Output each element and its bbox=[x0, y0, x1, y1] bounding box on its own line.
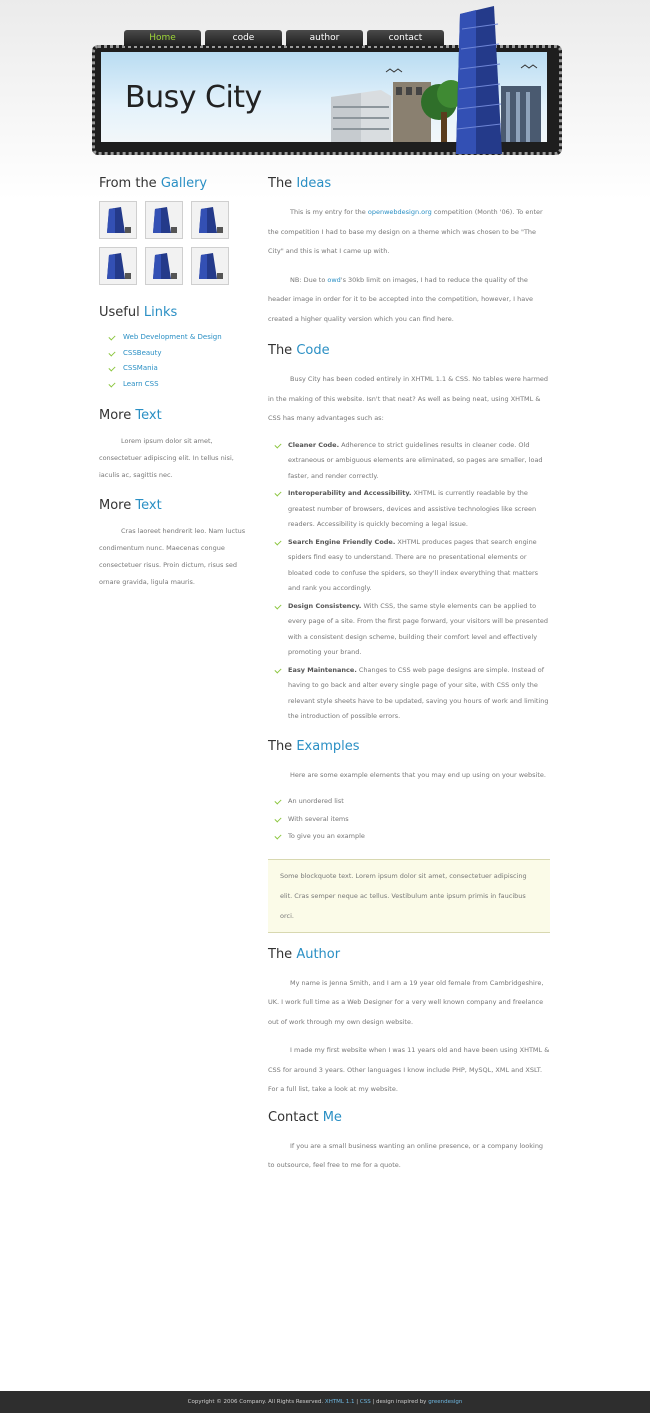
advantage-item: Interoperability and Accessibility. XHTML is currently readable by the greatest number of browsers, devices and assistive technologies like screen readers. Accessibility is quickly becoming a legal issue. bbox=[268, 486, 550, 533]
nav-author[interactable]: author bbox=[286, 30, 363, 46]
links-list bbox=[105, 330, 249, 392]
contact-heading: Contact Me bbox=[268, 1109, 342, 1125]
advantage-item: Search Engine Friendly Code. XHTML produces pages that search engine spiders find easy to understand. There are no presentational elements or bloated code to confuse the spiders, so they'll index everything that matters and rank you accordingly. bbox=[268, 535, 550, 597]
gallery-grid bbox=[99, 201, 249, 285]
footer-separator: | bbox=[354, 1399, 360, 1405]
more-text-heading-1: More Text bbox=[99, 408, 162, 423]
example-item: An unordered list bbox=[268, 794, 550, 810]
gallery-thumb[interactable] bbox=[99, 201, 137, 239]
link-item[interactable]: Web Development & Design bbox=[105, 330, 249, 346]
examples-list bbox=[268, 794, 550, 845]
main-nav bbox=[124, 30, 444, 46]
footer-copyright: Copyright © 2006 Company. All Rights Reserved. bbox=[187, 1399, 325, 1405]
more-text-body-1: Lorem ipsum dolor sit amet, consectetuer adipiscing elit. In tellus nisi, iaculis ac, sagittis nec. bbox=[99, 437, 234, 479]
idea-paragraph-2: NB: Due to owd's 30kb limit on images, I had to reduce the quality of the header image in order for it to be accepted into the competition, however, I have created a higher quality version which you can find here. bbox=[268, 275, 534, 323]
main-content bbox=[268, 176, 550, 1185]
example-item: With several items bbox=[268, 812, 550, 828]
links-heading: Useful Links bbox=[99, 305, 178, 320]
gallery-thumb[interactable] bbox=[145, 247, 183, 285]
contact-paragraph: If you are a small business wanting an online presence, or a company looking to outsource, feel free to me for a quote. bbox=[268, 1141, 544, 1169]
author-paragraph-2: I made my first website when I was 11 years old and have been using XHTML & CSS for around 3 years. Other languages I know include PHP, MySQL, XML and XSLT. For a full list, take a look at my website. bbox=[268, 1046, 550, 1093]
link-item[interactable]: CSSBeauty bbox=[105, 346, 249, 362]
advantage-item: Easy Maintenance. Changes to CSS web page designs are simple. Instead of having to go back and alter every single page of your site, with CSS only the relevant style sheets have to be updated, saving you hours of work and limiting the introduction of possible errors. bbox=[268, 663, 550, 725]
advantage-item: Cleaner Code. Adherence to strict guidelines results in cleaner code. Old extraneous or ambiguous elements are eliminated, so pages are smaller, load faster, and render correctly. bbox=[268, 438, 550, 485]
gallery-thumb[interactable] bbox=[191, 201, 229, 239]
nav-home[interactable]: Home bbox=[124, 30, 201, 46]
more-text-body-2: Cras laoreet hendrerit leo. Nam luctus condimentum nunc. Maecenas congue consectetuer risus. Proin dictum, risus sed ornare gravida, ligula mauris. bbox=[99, 527, 246, 586]
advantage-item: Design Consistency. With CSS, the same style elements can be applied to every page of a site. From the first page forward, your visitors will be presented with a consistent design scheme, building their comfort level and effectively promoting your brand. bbox=[268, 599, 550, 661]
footer-credit: | design inspired by bbox=[370, 1399, 429, 1405]
tower-illustration bbox=[452, 4, 512, 154]
footer-xhtml-link[interactable]: XHTML 1.1 bbox=[324, 1399, 355, 1405]
owd-link[interactable]: openwebdesign.org bbox=[367, 208, 432, 216]
footer bbox=[0, 1391, 650, 1413]
sidebar bbox=[99, 176, 249, 605]
gallery-thumb[interactable] bbox=[145, 201, 183, 239]
link-item[interactable]: CSSMania bbox=[105, 361, 249, 377]
examples-heading: The Examples bbox=[268, 738, 360, 754]
idea-paragraph-1: This is my entry for the openwebdesign.org competition (Month '06). To enter the competition I had to base my design on a theme which was chosen to be "The City" and this is what I came up with. bbox=[268, 208, 543, 255]
advantages-list bbox=[268, 438, 550, 725]
examples-paragraph: Here are some example elements that you may end up using on your website. bbox=[290, 770, 546, 779]
owd-short-link[interactable]: owd bbox=[327, 275, 341, 284]
gallery-heading: From the Gallery bbox=[99, 176, 208, 191]
nav-code[interactable]: code bbox=[205, 30, 282, 46]
example-item: To give you an example bbox=[268, 829, 550, 845]
footer-credit-link[interactable]: greendesign bbox=[428, 1399, 463, 1405]
more-text-heading-2: More Text bbox=[99, 498, 162, 513]
link-item[interactable]: Learn CSS bbox=[105, 377, 249, 393]
idea-heading: The Ideas bbox=[268, 176, 332, 191]
footer-css-link[interactable]: CSS bbox=[359, 1399, 371, 1405]
code-paragraph: Busy City has been coded entirely in XHTML 1.1 & CSS. No tables were harmed in the making of this website. Isn't that neat? As well as being neat, using XHTML & CSS has many advantages such as: bbox=[268, 375, 549, 422]
nav-contact[interactable]: contact bbox=[367, 30, 444, 46]
code-heading: The Code bbox=[268, 343, 330, 358]
author-paragraph-1: My name is Jenna Smith, and I am a 19 year old female from Cambridgeshire, UK. I work full time as a Web Designer for a very well known company and freelance out of work through my own design website. bbox=[268, 978, 544, 1026]
blockquote: Some blockquote text. Lorem ipsum dolor sit amet, consectetuer adipiscing elit. Cras semper neque ac tellus. Vestibulum ante ipsum primis in faucibus orci. bbox=[268, 859, 550, 933]
author-heading: The Author bbox=[268, 946, 341, 962]
gallery-thumb[interactable] bbox=[191, 247, 229, 285]
gallery-thumb[interactable] bbox=[99, 247, 137, 285]
site-title: Busy City bbox=[125, 80, 262, 115]
